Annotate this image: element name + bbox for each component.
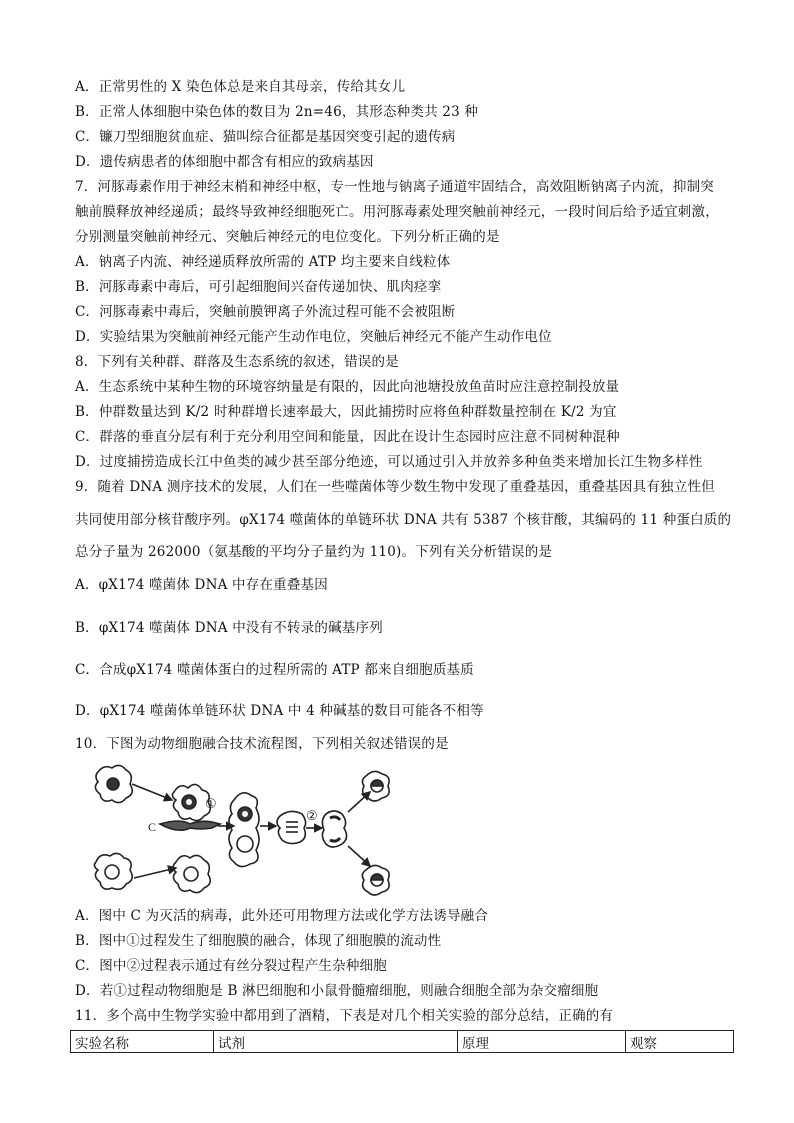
inactivated-virus — [160, 821, 220, 830]
q10-option-a: A．图中 C 为灭活的病毒，此外还可用物理方法或化学方法诱导融合 — [75, 908, 489, 924]
dividing-cell — [277, 811, 306, 843]
q8-option-d: D．过度捕捞造成长江中鱼类的减少甚至部分绝迹，可以通过引入并放养多种鱼类来增加长江生物多样性 — [75, 454, 703, 470]
q7-option-a: A．钠离子内流、神经递质释放所需的 ATP 均主要来自线粒体 — [75, 254, 451, 270]
label-c: C — [148, 820, 157, 834]
q9-option-c: C．合成φX174 噬菌体蛋白的过程所需的 ATP 都来自细胞质基质 — [75, 662, 474, 678]
table-header-row — [71, 1031, 734, 1053]
q10-option-b: B．图中①过程发生了细胞膜的融合，体现了细胞膜的流动性 — [75, 933, 442, 949]
experiment-table — [70, 1030, 734, 1053]
q11-stem: 11．多个高中生物学实验中都用到了酒精，下表是对几个相关实验的部分总结，正确的有 — [75, 1008, 614, 1024]
cell-fusion-diagram — [90, 762, 390, 898]
cell-bottom-left — [94, 853, 132, 889]
q9-option-a: A．φX174 噬菌体 DNA 中存在重叠基因 — [75, 577, 328, 593]
cell-top-left — [95, 765, 132, 802]
arrow — [348, 792, 370, 812]
arrow — [132, 784, 172, 800]
q9-stem-line: 9．随着 DNA 测序技术的发展，人们在一些噬菌体等少数生物中发现了重叠基因，重叠基因具有独立性但 — [75, 479, 715, 495]
q6-option-c: C．镰刀型细胞贫血症、猫叫综合征都是基因突变引起的遗传病 — [75, 129, 456, 145]
header-reagent: 试剂 — [214, 1031, 458, 1053]
cell-bottom-middle — [173, 855, 210, 892]
header-observation: 观察 — [626, 1031, 734, 1053]
q9-stem-line: 总分子量为 262000（氨基酸的平均分子量约为 110)。下列有关分析错误的是 — [75, 544, 553, 560]
q7-option-c: C．河豚毒素中毒后，突触前膜钾离子外流过程可能不会被阻断 — [75, 304, 456, 320]
q6-option-b: B．正常人体细胞中染色体的数目为 2n=46，其形态种类共 23 种 — [75, 104, 479, 120]
daughter-cells-splitting — [322, 811, 346, 847]
q9-stem-line: 共同使用部分核苷酸序列。φX174 噬菌体的单链环状 DNA 共有 5387 个核苷酸，其编码的 11 种蛋白质的 — [75, 512, 732, 528]
q7-stem-line: 分别测量突触前神经元、突触后神经元的电位变化。下列分析正确的是 — [75, 229, 500, 245]
q9-option-b: B．φX174 噬菌体 DNA 中没有不转录的碱基序列 — [75, 620, 383, 636]
q6-option-d: D．遗传病患者的体细胞中都含有相应的致病基因 — [75, 154, 374, 170]
hybrid-cell-bottom — [362, 865, 389, 895]
q10-option-d: D．若①过程动物细胞是 B 淋巴细胞和小鼠骨髓瘤细胞，则融合细胞全部为杂交瘤细胞 — [75, 983, 599, 999]
q8-option-c: C．群落的垂直分层有利于充分利用空间和能量，因此在设计生态园时应注意不同树种混种 — [75, 429, 620, 445]
header-experiment-name: 实验名称 — [71, 1031, 214, 1053]
q7-option-d: D．实验结果为突触前神经元能产生动作电位，突触后神经元不能产生动作电位 — [75, 329, 552, 345]
header-principle: 原理 — [458, 1031, 626, 1053]
q8-stem: 8．下列有关种群、群落及生态系统的叙述，错误的是 — [75, 354, 399, 370]
q10-stem: 10．下图为动物细胞融合技术流程图，下列相关叙述错误的是 — [75, 736, 449, 752]
arrow — [134, 868, 176, 878]
label-step-2: ② — [306, 809, 318, 824]
fused-cell — [229, 793, 259, 867]
hybrid-cell-top — [362, 771, 389, 801]
q7-stem-line: 7．河豚毒素作用于神经末梢和神经中枢，专一性地与钠离子通道牢固结合，高效阻断钠离子内流，抑制突 — [75, 179, 714, 195]
arrow — [348, 846, 370, 866]
q9-option-d: D．φX174 噬菌体单链环状 DNA 中 4 种碱基的数目可能各不相等 — [75, 703, 484, 719]
q10-option-c: C．图中②过程表示通过有丝分裂过程产生杂种细胞 — [75, 958, 387, 974]
q7-option-b: B．河豚毒素中毒后，可引起细胞间兴奋传递加快、肌肉痉挛 — [75, 279, 442, 295]
q6-option-a: A．正常男性的 X 染色体总是来自其母亲，传给其女儿 — [75, 79, 406, 95]
q8-option-a: A．生态系统中某种生物的环境容纳量是有限的，因此向池塘投放鱼苗时应注意控制投放量 — [75, 379, 620, 395]
label-step-1: ① — [205, 797, 217, 812]
q7-stem-line: 触前膜释放神经递质；最终导致神经细胞死亡。用河豚毒素处理突触前神经元，一段时间后给予适宜刺激， — [75, 204, 719, 220]
q8-option-b: B．仲群数量达到 K/2 时种群增长速率最大，因此捕捞时应将鱼种群数量控制在 K/2 为宜 — [75, 404, 617, 420]
